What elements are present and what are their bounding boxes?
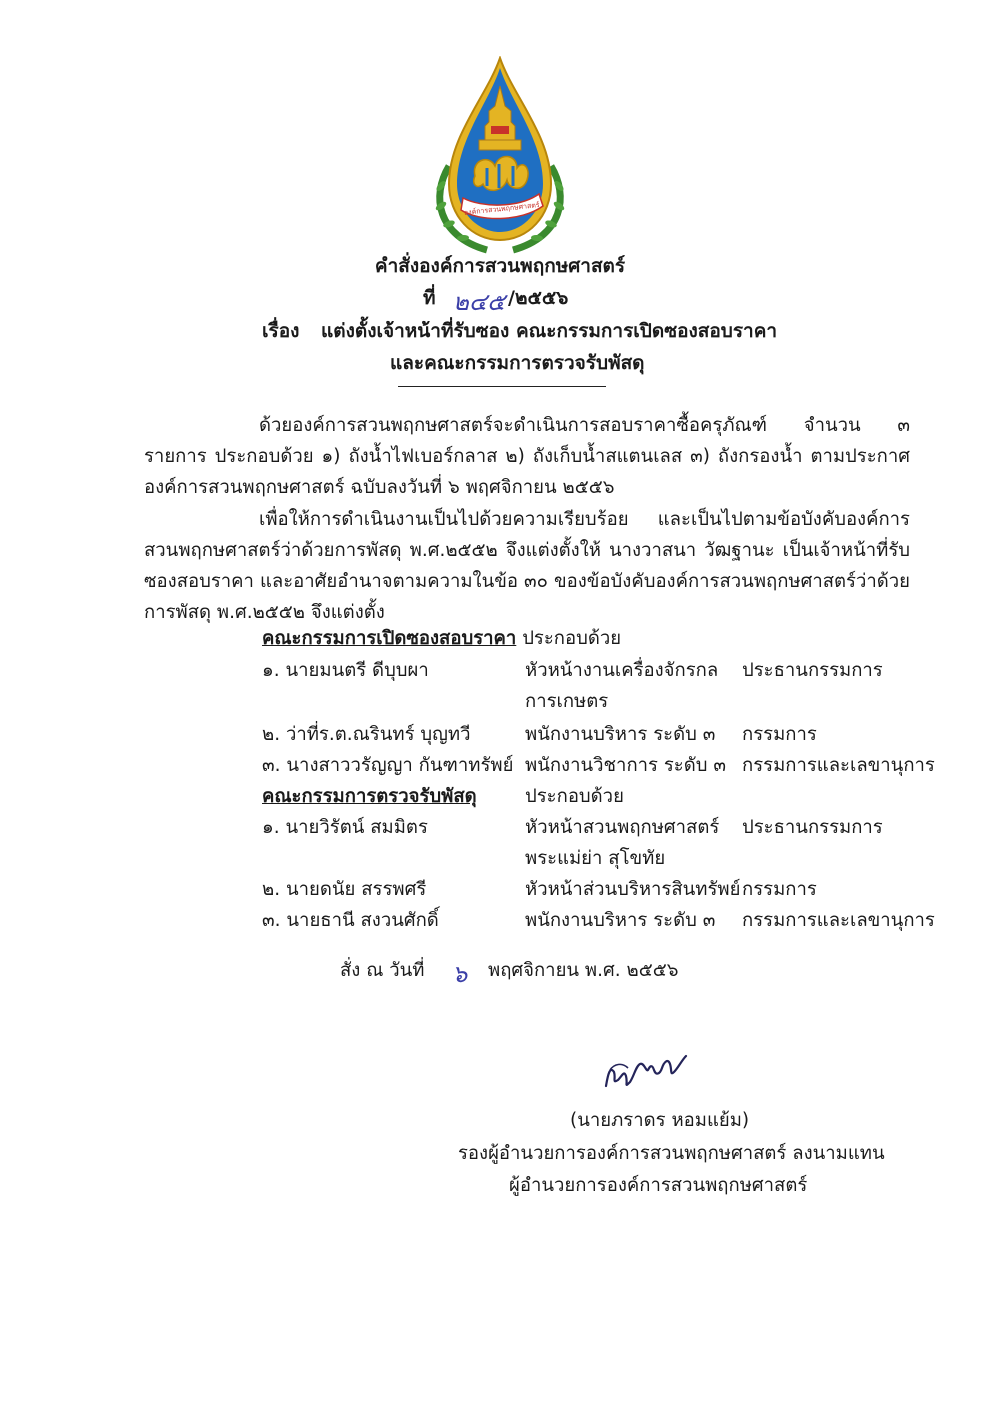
committee-2-member-1-name: ๑. นายวิรัตน์ สมมิตร — [262, 817, 428, 838]
committee-2-title: คณะกรรมการตรวจรับพัสดุ — [262, 786, 477, 807]
subject-label: เรื่อง — [262, 320, 300, 342]
header-divider — [398, 386, 606, 387]
committee-1-member-1-name: ๑. นายมนตรี ดีบุบผา — [262, 660, 429, 681]
committee-2-suffix: ประกอบด้วย — [525, 786, 624, 807]
committee-1-member-3-position: พนักงานวิชาการ ระดับ ๓ — [525, 755, 727, 776]
order-number-year: /๒๕๕๖ — [508, 287, 569, 309]
paragraph-2-text: เพื่อให้การดำเนินงานเป็นไปด้วยความเรียบร้อย และเป็นไปตามข้อบังคับองค์การสวนพฤกษศาสตร์ว่าด้วยการพัสดุ พ.ศ.๒๕๕๒ จึงแต่งตั้งให้ นางวาสนา วัฒฐานะ เป็นเจ้าหน้าที่รับซองสอบราคา และอาศัยอำนาจตามความในข้อ ๓๐ ของข้อบังคับองค์การสวนพฤกษศาสตร์ว่าด้วยการพัสดุ พ.ศ.๒๕๕๒ จึงแต่งตั้ง — [144, 509, 910, 623]
committee-2-member-2-position: หัวหน้าส่วนบริหารสินทรัพย์ — [525, 879, 741, 900]
committee-2-member-1-position: หัวหน้าสวนพฤกษศาสตร์ — [525, 817, 720, 838]
order-title: คำสั่งองค์การสวนพฤกษศาสตร์ — [374, 255, 626, 277]
ribbon-text: องค์การสวนพฤกษศาสตร์ — [463, 201, 540, 217]
committee-1-member-2-role: กรรมการ — [742, 724, 817, 745]
organization-emblem — [427, 56, 573, 256]
committee-1-member-1-role: ประธานกรรมการ — [742, 660, 883, 681]
committee-2-member-2-name: ๒. นายดนัย สรรพศรี — [262, 879, 427, 900]
committee-1-member-1-position-cont: การเกษตร — [525, 691, 609, 712]
dated-month-year: พฤศจิกายน พ.ศ. ๒๕๕๖ — [488, 960, 679, 981]
committee-2-member-1-position-cont: พระแม่ย่า สุโขทัย — [525, 848, 666, 869]
subject-line-1: แต่งตั้งเจ้าหน้าที่รับซอง คณะกรรมการเปิดซองสอบราคา — [321, 320, 778, 342]
subject-line-2: และคณะกรรมการตรวจรับพัสดุ — [390, 352, 645, 374]
committee-1-title: คณะกรรมการเปิดซองสอบราคา — [262, 628, 517, 649]
committee-1-member-2-position: พนักงานบริหาร ระดับ ๓ — [525, 724, 716, 745]
committee-2-member-2-role: กรรมการ — [742, 879, 817, 900]
dated-prefix: สั่ง ณ วันที่ — [340, 960, 425, 981]
order-number-handwritten: ๒๔๕ — [453, 288, 506, 316]
committee-1-member-3-name: ๓. นางสาววรัญญา กันฑาทรัพย์ — [262, 755, 514, 776]
paragraph-1-text: ด้วยองค์การสวนพฤกษศาสตร์จะดำเนินการสอบราคาซื้อครุภัณฑ์ จำนวน ๓ รายการ ประกอบด้วย ๑) ถังน้ำไฟเบอร์กลาส ๒) ถังเก็บน้ำสแตนเลส ๓) ถังกรองน้ำ ตามประกาศองค์การสวนพฤกษศาสตร์ ฉบับลงวันที่ ๖ พฤศจิกายน ๒๕๕๖ — [144, 415, 910, 498]
paragraph-2 — [144, 504, 910, 628]
signatory-name: (นายภราดร หอมแย้ม) — [570, 1110, 750, 1131]
committee-1-heading — [262, 630, 621, 649]
committee-2-member-3-role: กรรมการและเลขานุการ — [742, 910, 935, 931]
signatory-title-1: รองผู้อำนวยการองค์การสวนพฤกษศาสตร์ ลงนามแทน — [458, 1143, 885, 1164]
signatory-title-2: ผู้อำนวยการองค์การสวนพฤกษศาสตร์ — [509, 1175, 808, 1196]
handwritten-signature — [600, 1050, 690, 1092]
committee-1-suffix: ประกอบด้วย — [522, 628, 622, 649]
committee-2-member-3-position: พนักงานบริหาร ระดับ ๓ — [525, 910, 716, 931]
committee-1-member-3-role: กรรมการและเลขานุการ — [742, 755, 935, 776]
committee-1-member-1-position: หัวหน้างานเครื่องจักรกล — [525, 660, 719, 681]
order-number-prefix: ที่ — [423, 287, 436, 309]
paragraph-1 — [144, 410, 910, 503]
dated-day-handwritten: ๖ — [452, 960, 468, 988]
committee-2-member-3-name: ๓. นายธานี สงวนศักดิ์ — [262, 910, 439, 931]
committee-1-member-2-name: ๒. ว่าที่ร.ต.ณรินทร์ บุญทวี — [262, 724, 471, 745]
committee-2-member-1-role: ประธานกรรมการ — [742, 817, 883, 838]
